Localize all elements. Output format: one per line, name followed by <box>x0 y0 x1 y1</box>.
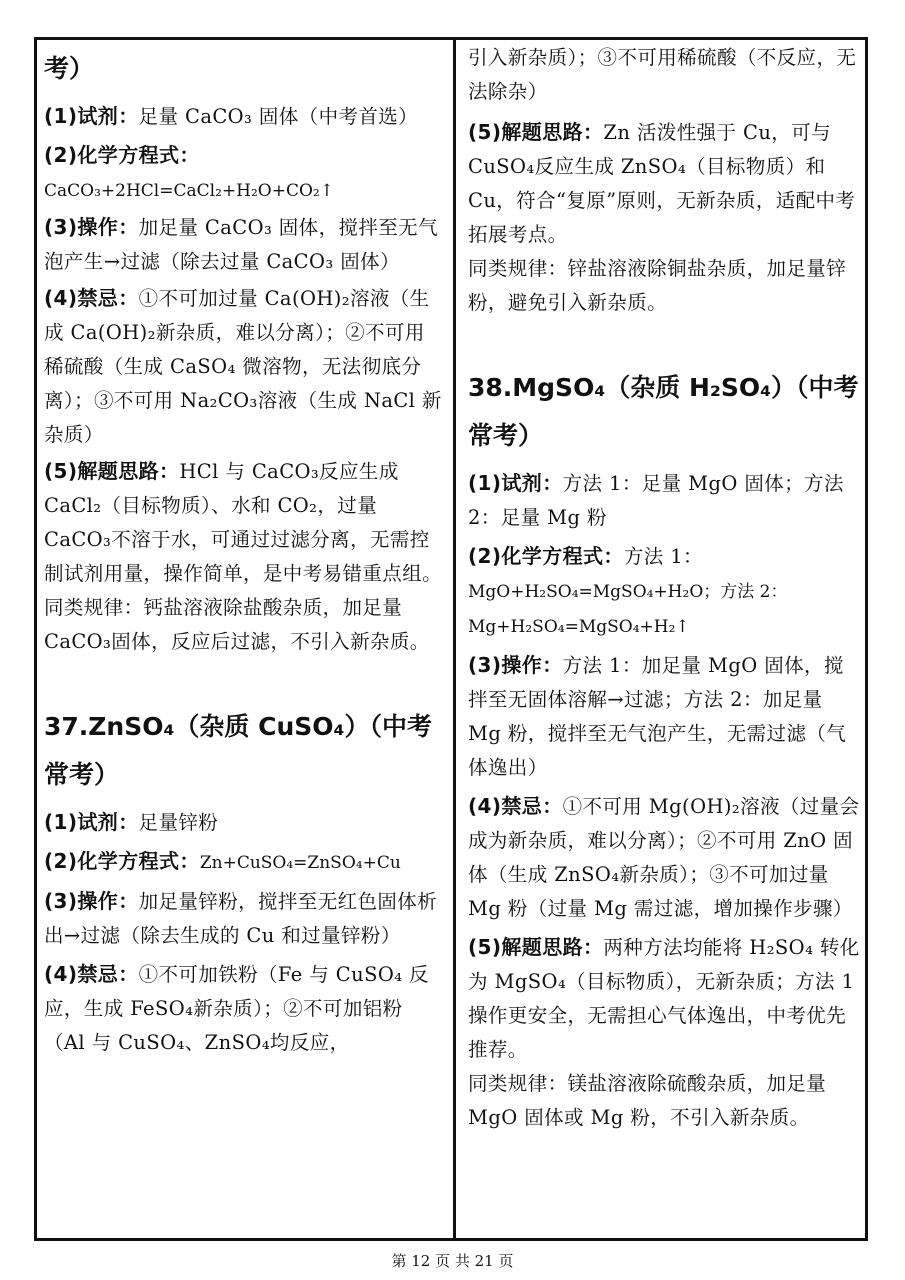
operation-text: 加足量 CaCO₃ 固体，搅拌至无气泡产生→过滤（除去过量 CaCO₃ 固体） <box>44 216 438 273</box>
page-number: 第 12 页 共 21 页 <box>391 1252 514 1270</box>
item-operation <box>44 210 442 279</box>
item-operation <box>44 884 442 953</box>
solution-idea-label: (5)解题思路： <box>468 120 604 144</box>
solution-idea-text: Zn 活泼性强于 Cu，可与 CuSO₄反应生成 ZnSO₄（目标物质）和 Cu，符合“复原”原则，无新杂质，适配中考拓展考点。 <box>468 121 856 246</box>
item-equation <box>468 539 862 644</box>
reagent-text: 足量 CaCO₃ 固体（中考首选） <box>138 105 419 128</box>
similar-rule: 同类规律：锌盐溶液除铜盐杂质，加足量锌粉，避免引入新杂质。 <box>468 257 847 314</box>
column-divider <box>453 37 456 1241</box>
right-column <box>468 37 862 1135</box>
equation-text: CaCO₃+2HCl=CaCl₂+H₂O+CO₂↑ <box>44 181 334 201</box>
item-solution-idea <box>468 115 862 252</box>
operation-text: 方法 1：加足量 MgO 固体，搅拌至无固体溶解→过滤；方法 2：加足量 Mg 粉，搅拌至无气泡产生，无需过滤（气体逸出） <box>468 654 847 779</box>
item-operation <box>468 648 862 785</box>
reagent-text: 足量锌粉 <box>138 811 219 834</box>
operation-label: (3)操作： <box>468 653 563 677</box>
solution-idea-text: HCl 与 CaCO₃反应生成 CaCl₂（目标物质）、水和 CO₂，过量 CaCO₃不溶于水，可通过过滤分离，无需控制试剂用量，操作简单，是中考易错重点组。 <box>44 460 443 585</box>
section-38-title: 38.MgSO₄（杂质 H₂SO₄）（中考常考） <box>468 373 859 450</box>
item-prohibition <box>44 281 442 452</box>
item-reagent <box>44 805 442 840</box>
item-equation <box>44 844 442 880</box>
reagent-label: (1)试剂： <box>44 104 139 128</box>
equation-label: (2)化学方程式： <box>44 143 200 167</box>
prohibition-label: (4)禁忌： <box>44 962 139 986</box>
operation-label: (3)操作： <box>44 889 139 913</box>
item-reagent <box>468 466 862 535</box>
section-37-title: 37.ZnSO₄（杂质 CuSO₄）（中考常考） <box>44 712 432 789</box>
solution-idea-label: (5)解题思路： <box>468 935 604 959</box>
left-column <box>44 37 442 1060</box>
equation-method-text: 方法 1： <box>623 545 703 568</box>
solution-idea-text: 两种方法均能将 H₂SO₄ 转化为 MgSO₄（目标物质），无新杂质；方法 1 操作更安全，无需担心气体逸出，中考优先推荐。 <box>468 936 860 1061</box>
item-solution-idea <box>468 930 862 1067</box>
reagent-label: (1)试剂： <box>468 471 563 495</box>
operation-text: 加足量锌粉，搅拌至无红色固体析出→过滤（除去生成的 Cu 和过量锌粉） <box>44 890 438 947</box>
item-prohibition <box>44 957 442 1060</box>
prohibition-continued: 引入新杂质）；③不可用稀硫酸（不反应，无法除杂） <box>468 46 857 103</box>
equation-text: Zn+CuSO₄=ZnSO₄+Cu <box>199 853 401 873</box>
prohibition-text: ①不可加过量 Ca(OH)₂溶液（生成 Ca(OH)₂新杂质，难以分离）；②不可用稀硫酸（生成 CaSO₄ 微溶物，无法彻底分离）；③不可用 Na₂CO₃溶液（生成 NaCl 新杂质） <box>44 287 442 446</box>
item-reagent <box>44 99 442 134</box>
reagent-text: 方法 1：足量 MgO 固体；方法 2：足量 Mg 粉 <box>468 472 844 529</box>
similar-rule: 同类规律：钙盐溶液除盐酸杂质，加足量 CaCO₃固体，反应后过滤，不引入新杂质。 <box>44 596 430 653</box>
equation-text: MgO+H₂SO₄=MgSO₄+H₂O；方法 2： <box>468 582 788 602</box>
similar-rule: 同类规律：镁盐溶液除硫酸杂质，加足量 MgO 固体或 Mg 粉，不引入新杂质。 <box>468 1072 827 1129</box>
section-36-title-continued: 考） <box>44 54 95 83</box>
equation-label: (2)化学方程式： <box>44 849 200 873</box>
prohibition-text: ①不可用 Mg(OH)₂溶液（过量会成为新杂质，难以分离）；②不可用 ZnO 固体（生成 ZnSO₄新杂质）；③不可加过量 Mg 粉（过量 Mg 需过滤，增加操作步骤） <box>468 795 860 920</box>
item-prohibition <box>468 789 862 926</box>
reagent-label: (1)试剂： <box>44 810 139 834</box>
equation-text: Mg+H₂SO₄=MgSO₄+H₂↑ <box>468 617 690 637</box>
prohibition-label: (4)禁忌： <box>44 286 139 310</box>
operation-label: (3)操作： <box>44 215 139 239</box>
equation-label: (2)化学方程式： <box>468 544 624 568</box>
solution-idea-label: (5)解题思路： <box>44 459 180 483</box>
prohibition-text: ①不可加铁粉（Fe 与 CuSO₄ 反应，生成 FeSO₄新杂质）；②不可加铝粉（Al 与 CuSO₄、ZnSO₄均反应， <box>44 963 429 1054</box>
item-solution-idea <box>44 454 442 591</box>
prohibition-label: (4)禁忌： <box>468 794 563 818</box>
item-equation <box>44 138 442 208</box>
